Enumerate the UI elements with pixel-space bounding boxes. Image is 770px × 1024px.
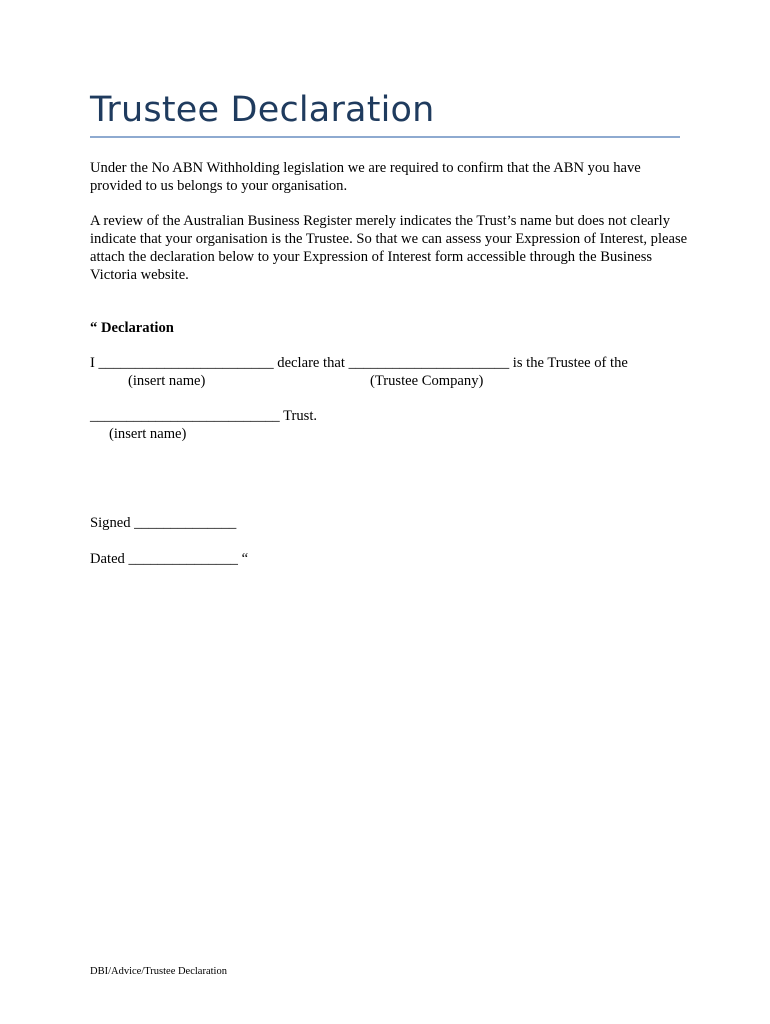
declaration-line-2: __________________________ Trust. — [90, 408, 318, 424]
trustee-company-label: (Trustee Company) — [370, 373, 484, 389]
signed-line: Signed ______________ — [90, 515, 237, 531]
insert-name-label-1: (insert name) — [128, 373, 206, 389]
declaration-heading: “ Declaration — [90, 320, 174, 336]
review-paragraph: A review of the Australian Business Register merely indicates the Trust’s name but does not clearly indicate that your organisation is the Trustee. So that we can assess your Expression of Interest, please attach the declaration below to your Expression of Interest form accessible through the Business Victoria website. — [90, 213, 688, 283]
title-underline — [90, 136, 680, 138]
page-footer: DBI/Advice/Trustee Declaration — [90, 966, 227, 977]
dated-line: Dated _______________ “ — [90, 551, 249, 567]
intro-paragraph: Under the No ABN Withholding legislation we are required to confirm that the ABN you have provided to us belongs to your organisation. — [90, 160, 641, 194]
insert-name-label-2: (insert name) — [109, 426, 187, 442]
declaration-line-1: I ________________________ declare that ______________________ is the Trustee of the — [90, 355, 628, 371]
document-title: Trustee Declaration — [90, 90, 435, 130]
